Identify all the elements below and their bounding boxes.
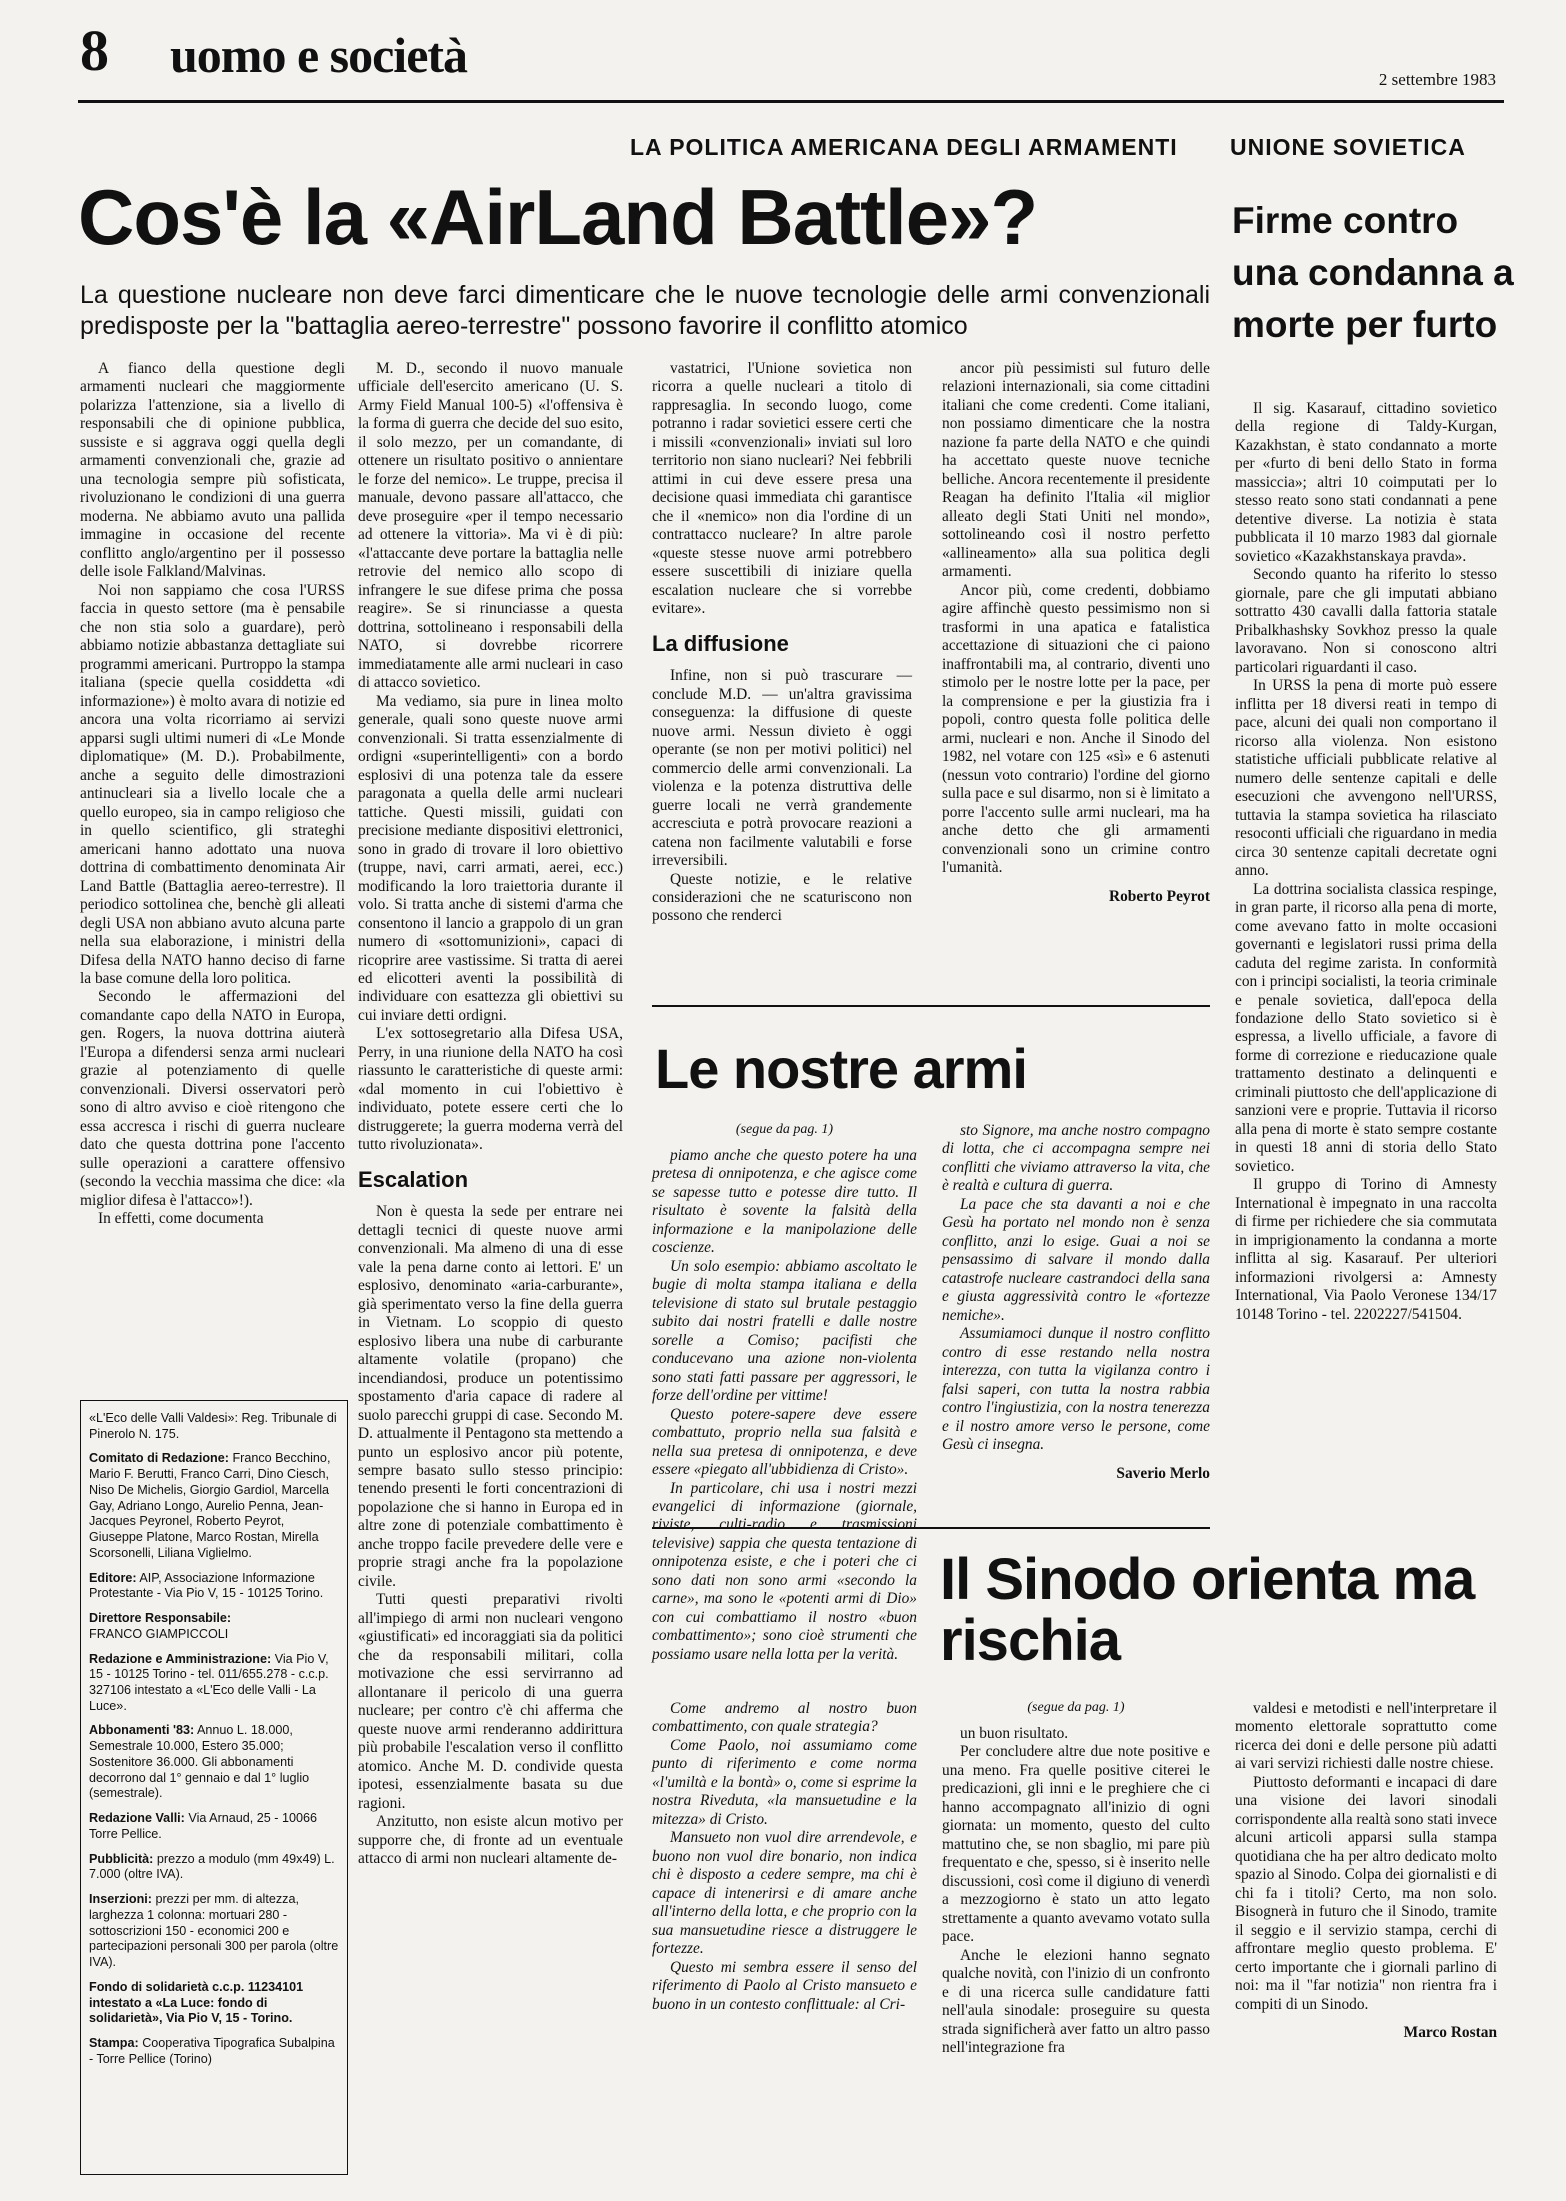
imprint-value: AIP, Associazione Informazione Protestante - Via Pio V, 15 - 10125 Torino. <box>89 1570 324 1601</box>
imprint-value: prezzo a modulo (mm 49x49) L. 7.000 (oltre IVA). <box>89 1851 335 1882</box>
paragraph: Il sig. Kasarauf, cittadino sovietico della regione di Taldy-Kurgan, Kazakhstan, è stato condannato a morte per «furto di beni dello Stato in forma massiccia»; altri 10 coimputati per lo stesso reato sono stati condannati a pene detentive diverse. La notizia è stata pubblicata il 10 marzo 1983 dal giornale sovietico «Kazakhstanskaya pravda». <box>1235 400 1497 565</box>
paragraph: Secondo le affermazioni del comandante capo della NATO in Europa, gen. Rogers, la nuova dottrina aiuterà l'Europa a difendersi senza armi nucleari grazie al potenziamento di quelle convenzionali. Diversi osservatori però sono di altro avviso e cioè ritengono che essa accresca i rischi di guerra nucleare dato che questa dottrina pone l'accento sulle operazioni a carattere offensivo (secondo la vecchia massima che dice: «la miglior difesa è l'attacco»!). <box>80 988 345 1209</box>
sinodo-column-left <box>652 1700 917 2170</box>
paragraph: Ma vediamo, sia pure in linea molto generale, quali sono queste nuove armi convenzionali. Si tratta essenzialmente di ordigni «superintelligenti» con a bordo esplosivi di una potenza tale da essere paragonata a quella delle armi nucleari tattiche. Questi missili, guidati con precisione mediante dispositivi elettronici, sono in grado di trovare il loro obiettivo (truppe, navi, carri armati, aerei, ecc.) modificando la loro traiettoria durante il volo. Si tratta anche di sistemi d'arma che consentono il lancio a grappolo di un gran numero di «sottomunizioni», capaci di ricoprire aree vastissime. Si tratta di aerei ed elicotteri aventi la possibilità di individuare con esattezza gli obiettivi su cui inviare detti ordigni. <box>358 692 623 1024</box>
page-number: 8 <box>80 18 109 83</box>
divider-rule <box>652 1527 1210 1529</box>
main-signature: Roberto Peyrot <box>1108 887 1210 905</box>
imprint-publisher <box>89 1571 339 1602</box>
paragraph: Questo mi sembra essere il senso del riferimento di Paolo al Cristo mansueto e buono in un contesto conflittuale: al Cri- <box>652 1958 917 2013</box>
imprint-label: Comitato di Redazione: <box>89 1451 229 1466</box>
main-headline: Cos'è la «AirLand Battle»? <box>78 173 1038 261</box>
imprint-label: Abbonamenti '83: <box>89 1723 195 1738</box>
imprint-label: Redazione Valli: <box>89 1811 185 1826</box>
paragraph: Per concludere altre due note positive e una meno. Fra quelle positive citerei le predicazioni, gli inni e le preghiere che ci hanno accompagnato all'inizio di ogni giornata: un momento, questo del culto mattutino che, se non sbaglio, mi pare più frequentato e che, spesso, si è inserito nelle discussioni, così come il digiuno di venerdì a mezzogiorno è stato un atto legato strettamente a quanto avevamo votato sulla pace. <box>942 1743 1210 1946</box>
sinodo-column-mid <box>942 1700 1210 2170</box>
header-rule <box>78 100 1504 103</box>
paragraph: Ancor più, come credenti, dobbiamo agire affinchè questo pessimismo non si trasformi in una apatica e fatalistica accettazione di situazioni che ci paiono inaffrontabili ma, al contrario, diventi uno stimolo per le nostre lotte per la pace, per la comprensione e per la giustizia fra i popoli, contro questa folle politica delle armi, nucleari e non. Anche il Sinodo del 1982, nel votare con 125 «sì» e 6 astenuti (nessun voto contrario) l'ordine del giorno sulla pace e sul disarmo, non si è limitato a porre l'accento sulle armi nucleari, ma ha anche detto che gli armamenti convenzionali sono un crimine contro l'umanità. <box>942 581 1210 877</box>
imprint-value: Via Arnaud, 25 - 10066 Torre Pellice. <box>89 1811 317 1841</box>
continued-note: (segue da pag. 1) <box>735 1122 834 1137</box>
paragraph: Anzitutto, non esiste alcun motivo per supporre che, di fronte ad un eventuale attacco di armi non nucleari altamente de- <box>358 1813 623 1868</box>
paragraph: un buon risultato. <box>960 1724 1069 1742</box>
imprint-subscriptions <box>89 1723 339 1802</box>
paragraph: Secondo quanto ha riferito lo stesso giornale, pare che gli imputati abbiano sottratto 430 cavalli dalla fattoria statale Pribalkhashsky Sovkhoz presso la quale lavoravano. Non si conoscono altri particolari riguardanti il caso. <box>1235 566 1497 676</box>
paragraph: piamo anche che questo potere ha una pretesa di onnipotenza, e che agisce come se sapesse tutto e potesse dire tutto. Il risultato è soventе la falsità della informazione e la manipolazione delle coscienze. <box>652 1146 917 1257</box>
continued-note: (segue da pag. 1) <box>1027 1700 1125 1715</box>
sidebar-headline: Firme contro una condanna a morte per furto <box>1232 200 1514 345</box>
section-title: uomo e società <box>170 27 468 83</box>
paragraph: Assumiamoci dunque il nostro conflitto contro di esse restando nella nostra interezza, con tutta la vigilanza contro i falsi saperi, con tutta la nostra rabbia contro l'ingiustizia, con la nostra tenerezza e il nostro amore verso le persone, come Gesù ci insegna. <box>942 1325 1210 1454</box>
escalation-heading: Escalation <box>358 1166 469 1192</box>
imprint-label: Inserzioni: <box>89 1892 152 1907</box>
imprint-value: Annuo L. 18.000, Semestrale 10.000, Estero 35.000; Sostenitore 36.000. Gli abbonamenti decorrono dal 1° gennaio e dal 1° luglio (semestrale). <box>89 1723 310 1801</box>
paragraph: valdesi e metodisti e nell'interpretare il momento elettorale soprattutto come ricerca dei doni e delle persone più adatti ai vari servizi richiesti dalle nostre chiese. <box>1235 1700 1497 1773</box>
paragraph: Piuttosto deformanti e incapaci di dare una visione dei lavori sinodali corrispondente alla realtà sono stati invece alcuni articoli apparsi sulla stampa quotidiana che ha per altro dedicato molto spazio al Sinodo. Colpa dei giornalisti e di chi fa i titoli? Certo, ma non solo. Bisognerà in futuro che il Sinodo, tramite il seggio e il servizio stampa, cerchi di affrontare meglio questo problema. E' certo importante che i giornali parlino di noi: ma il "far notizia" non rientra fra i compiti di un Sinodo. <box>1235 1773 1497 2013</box>
armi-column-right <box>942 1122 1210 1530</box>
imprint-solidarity <box>89 1980 339 2027</box>
armi-column-left <box>652 1122 917 1663</box>
main-column-2 <box>358 360 623 2130</box>
paragraph: Come andremo al nostro buon combattimento, con quale strategia? <box>652 1700 917 1736</box>
imprint-label: Editore: <box>89 1570 137 1585</box>
issue-date: 2 settembre 1983 <box>1378 70 1496 89</box>
imprint-value: Via Pio V, 15 - 10125 Torino - tel. 011/655.278 - c.c.p. 327106 intestato a «L'Eco delle Valli - La Luce». <box>89 1651 329 1713</box>
paragraph: L'ex sottosegretario alla Difesa USA, Perry, in una riunione della NATO ha così riassunto le caratteristiche di queste armi: «dal momento in cui l'obiettivo è individuato, potete essere certi che lo distruggerete; la guerra moderna verrà del tutto rivoluzionata». <box>358 1025 623 1154</box>
paragraph: sto Signore, ma anche nostro compagno di lotta, che ci accompagna sempre nei conflitti che viviamo attraverso la vita, che è realtà e cultura di guerra. <box>942 1122 1210 1195</box>
imprint-label: Redazione e Amministrazione: <box>89 1651 272 1666</box>
paragraph: La dottrina socialista classica respinge, in gran parte, il ricorso alla pena di morte, come avevano fatto in molte occasioni governanti e legislatori russi prima della caduta del regime zarista. In conformità con i principi socialisti, la teoria criminale e penale sovietica, dall'epoca della fondazione dello Stato sovietico si è espressa, a livello ufficiale, a favore di forme di correzione e rieducazione quale trattamento destinato a delinquenti e criminali piuttosto che dell'applicazione di sanzioni vere e proprie. Tuttavia il ricorso alla pena di morte è stato sempre costante in questi 18 anni di storia dello Stato sovietico. <box>1235 880 1497 1175</box>
imprint-box <box>80 1400 348 2175</box>
paragraph: In effetti, come documenta <box>98 1210 264 1228</box>
paragraph: Come Paolo, noi assumiamo come punto di riferimento e come norma «l'umiltà e la bontà» o, come si esprime la nostra Riveduta, «la mansuetudine e la mitezza» di Cristo. <box>652 1736 917 1828</box>
divider-rule <box>652 1005 1210 1007</box>
imprint-label: Direttore Responsabile: <box>89 1611 232 1626</box>
paragraph: Un solo esempio: abbiamo ascoltato le bugie di molta stampa italiana e della televisione di stato sul brutale pestaggio subito dai nostri fratelli e dalle nostre sorelle a Comiso; pacifisti che conducevano una azione non-violenta sono stati fatti passare per aggressori, le forze dell'ordine per vittime! <box>652 1257 917 1405</box>
imprint-label: Stampa: <box>89 2035 139 2050</box>
imprint-print <box>89 2036 339 2067</box>
main-column-3 <box>652 360 912 960</box>
paragraph: Infine, non si può trascurare — conclude M.D. — un'altra gravissima conseguenza: la diffusione di queste nuove armi. Nessun divieto è oggi operante (se non per motivi politici) nel commercio delle armi convenzionali. La violenza e la potenza distruttiva delle guerre locali ne verrà grandemente accresciuta e potrà provocare reazioni a catena non facilmente valutabili e forse irreversibili. <box>652 667 912 870</box>
sidebar-column <box>1235 400 1497 1520</box>
paragraph: Il gruppo di Torino di Amnesty International è impegnato in una raccolta di firme per richiedere che sia commutata in imprigionamento la condanna a morte inflitta al sig. Kasarauf. Per ulteriori informazioni rivolgersi a: Amnesty International, Via Paolo Veronese 134/17 10148 Torino - tel. 2202227/541504. <box>1235 1176 1497 1323</box>
paragraph: Mansueto non vuol dire arrendevole, e buono non vuol dire bonario, non indica chi è disposto a cedere sempre, ma chi è capace di intenerirsi e di amare anche all'interno della lotta, e che proprio con la sua mansuetudine riesce a distruggere le fortezze. <box>652 1829 917 1958</box>
imprint-committee <box>89 1451 339 1561</box>
imprint-value: Franco Becchino, Mario F. Berutti, Franco Carri, Dino Ciesch, Niso De Michelis, Giorgio Gardiol, Marcella Gay, Adriano Longo, Aurelio Penna, Jean-Jacques Peyronel, Roberto Peyrot, Giuseppe Platone, Marco Rostan, Mirella Scorsonelli, Liliana Viglielmo. <box>89 1451 331 1560</box>
paragraph: In URSS la pena di morte può essere inflitta per 18 diversi reati in tempo di pace, alcuni dei quali non comportano il ricorso alla violenza. Non esistono statistiche ufficiali pubblicate relative al numero delle sentenze capitali e delle esecuzioni che avvengono nell'URSS, tuttavia la stampa sovietica ha rilasciato resoconti ufficiali che riguardano in media circa 30 sentenze capitali decretate ogni anno. <box>1235 677 1497 880</box>
armi-headline: Le nostre armi <box>655 1037 1027 1100</box>
imprint-insertions <box>89 1892 339 1971</box>
sinodo-column-right <box>1235 1700 1497 2170</box>
sinodo-headline: Il Sinodo orienta ma rischia <box>940 1547 1475 1673</box>
imprint-value: FRANCO GIAMPICCOLI <box>89 1626 229 1641</box>
sinodo-signature: Marco Rostan <box>1403 2024 1497 2042</box>
paragraph: Non è questa la sede per entrare nei dettagli tecnici di queste nuove armi convenzionali. Ma almeno di una di esse vale la pena darne conto ai lettori. E' un esplosivo, denominato «aria-carburante», già sperimentato verso la fine della guerra in Vietnam. Lo scoppio di questo esplosivo libera una nube di carburante altamente volatile (propano) che incendiandosi, produce un potentissimo spostamento d'aria capace di radere al suolo parecchi gruppi di case. Secondo M. D. attualmente il Pentagono sta mettendo a punto un esplosivo ancor più potente, sempre basato sullo stesso principio: tenendo presenti le forti concentrazioni di popolazione che si hanno in Europa ed in altre zone di potenziale combattimento è anche troppo facile prevedere delle vere e proprie stragi anche fra la popolazione civile. <box>358 1203 623 1590</box>
imprint-office <box>89 1652 339 1715</box>
imprint-director <box>89 1611 339 1642</box>
main-kicker: LA POLITICA AMERICANA DEGLI ARMAMENTI <box>630 134 1178 160</box>
main-column-1 <box>80 360 345 1370</box>
paragraph: vastatrici, l'Unione sovietica non ricorra a quelle nucleari a titolo di rappresaglia. In secondo luogo, come potranno i radar sovietici essere certi che i missili «convenzionali» inviati sul loro territorio non siano nucleari? Nei febbrili attimi in cui deve essere presa una decisione quasi immediata chi garantisce che il «nemico» non dia l'ordine di un contrattacco nucleare? In altre parole «queste stesse nuove armi potrebbero essere suscettibili di iniziare quella escalation nucleare che si vorrebbe evitare». <box>652 360 912 618</box>
sidebar-kicker: UNIONE SOVIETICA <box>1230 134 1466 160</box>
paragraph: Noi non sappiamo che cosa l'URSS faccia in questo settore (ma è pensabile che non stia solo a guardare), però abbiamo notizie abbastanza dettagliate sui programmi americani. Purtroppo la stampa italiana (specie quella cosiddetta «di informazione») è molto avara di notizie ed ancora una volta ricorriamo ai servizi apparsi sugli ultimi numeri di «Le Monde diplomatique» (M. D.). Probabilmente, anche a seguito delle dimostrazioni antinucleari sia a livello locale che a quello europeo, sia in campo religioso che in quello scientifico, gli strateghi americani hanno adottato una nuova dottrina di combattimento denominata Air Land Battle (Battaglia aereo-terrestre). Il periodico sottolinea che, benchè gli alleati degli USA non abbiano avuto alcuna parte nella sua elaborazione, i ministri della Difesa della NATO hanno deciso di farne la base comune della loro politica. <box>80 581 345 987</box>
paragraph: M. D., secondo il nuovo manuale ufficiale dell'esercito americano (U. S. Army Field Manual 100-5) «l'offensiva è la forma di guerra che decide del suo esito, il solo mezzo, per un comandante, di ottenere un risultato positivo o annientare le forze del nemico». Le truppe, precisa il manuale, devono passare all'attacco, che deve proseguire «per il tempo necessario ad ottenere la vittoria». Ma vi è di più: «l'attaccante deve portare la battaglia nelle retrovie del nemico allo scopo di infrangere le sue difese prima che possa reagire». Se si rinunciasse a questa dottrina, sottolineano i responsabili della NATO, si dovrebbe ricorrere immediatamente alle armi nucleari in caso di attacco sovietico. <box>358 360 623 692</box>
paragraph: ancor più pessimisti sul futuro delle relazioni internazionali, sia come cittadini italiani che come credenti. Come italiani, non possiamo dimenticare che la nostra nazione fa parte della NATO e che quindi ha accettato queste nuove tecniche belliche. Ancora recentemente il presidente Reagan ha definito l'Italia «il miglior alleato degli Stati Uniti nel mondo», sottolineando così il nostro perfetto «allineamento» alla sua politica degli armamenti. <box>942 360 1210 581</box>
imprint-value: prezzi per mm. di altezza, larghezza 1 colonna: mortuari 280 - sottoscrizioni 150 - economici 200 e partecipazioni personali 300 per parola (oltre IVA). <box>89 1892 339 1970</box>
main-column-4 <box>942 360 1210 990</box>
armi-signature: Saverio Merlo <box>1116 1464 1210 1482</box>
main-subtitle: La questione nucleare non deve farci dimenticare che le nuove tecnologie delle armi convenzionali predisposte per la "battaglia aereo-terrestre" possono favorire il conflitto atomico <box>80 281 1210 341</box>
paragraph: La pace che sta davanti a noi e che Gesù ha portato nel mondo non è senza conflitto, anzi lo esige. Guai a noi se pensassimo di salvare il mondo dalla catastrofe nucleare castrandoci della sana e giusta aggressività contro le «fortezze nemiche». <box>942 1195 1210 1324</box>
paragraph: In particolare, chi usa i nostri mezzi evangelici di informazione (giornale, riviste, culti-radio e trasmissioni televisive) sappia che questa tentazione di onnipotenza esiste, e che i poteri che ci sono dati non sono armi «secondo la carne», ma sono le «potenti armi di Dio» con cui combattiamo il nostro «buon combattimento»; sono cioè strumenti che possiamo usare nella lotta per la verità. <box>652 1479 917 1663</box>
paragraph: Queste notizie, e le relative considerazioni che ne scaturiscono non possono che renderci <box>652 870 912 925</box>
imprint-registration: «L'Eco delle Valli Valdesi»: Reg. Tribunale di Pinerolo N. 175. <box>89 1411 337 1441</box>
paragraph: Questo potere-sapere deve essere combattuto, proprio nella sua falsità e nella sua pretesa di onnipotenza, e deve essere «piegato all'ubbidienza di Cristo». <box>652 1405 917 1479</box>
paragraph: A fianco della questione degli armamenti nucleari che maggiormente polarizza l'attenzione, sia a livello di responsabili che di opinione pubblica, sussiste e si aggrava oggi quella degli armamenti convenzionali che, grazie ad una tecnologia sempre più sofisticata, rivoluzionano le condizioni di una guerra moderna. Ne abbiamo avuto una pallida immagine in occasione del recente conflitto anglo/argentino per il possesso delle isole Falkland/Malvinas. <box>80 360 345 581</box>
paragraph: Tutti questi preparativi rivolti all'impiego di armi non nucleari vengono «giustificati» ed incoraggiati sia da politici che da responsabili militari, colla motivazione che essi servirranno ad allontanare il pericolo di una guerra nucleare; per contro c'è chi afferma che queste nuove armi renderanno addirittura più probabile l'escalation verso il conflitto atomico. Anche M. D. condivide questa ipotesi, essenzialmente basata su due ragioni. <box>358 1591 623 1812</box>
paragraph: Anche le elezioni hanno segnato qualche novità, con l'inizio di un confronto e di una ricerca sulle candidature fatti nell'aula sinodale: proseguire su questa strada significherà aver fatto un altro passo nell'integrazione fra <box>942 1946 1210 2057</box>
imprint-advertising <box>89 1852 339 1883</box>
imprint-label: Pubblicità: <box>89 1851 154 1866</box>
diffusione-heading: La diffusione <box>652 630 789 656</box>
imprint-valli-office <box>89 1811 339 1842</box>
imprint-value: Fondo di solidarietà c.c.p. 11234101 intestato a «La Luce: fondo di solidarietà», Via Pio V, 15 - Torino. <box>89 1979 304 2026</box>
imprint-value: Cooperativa Tipografica Subalpina - Torre Pellice (Torino) <box>89 2035 335 2066</box>
